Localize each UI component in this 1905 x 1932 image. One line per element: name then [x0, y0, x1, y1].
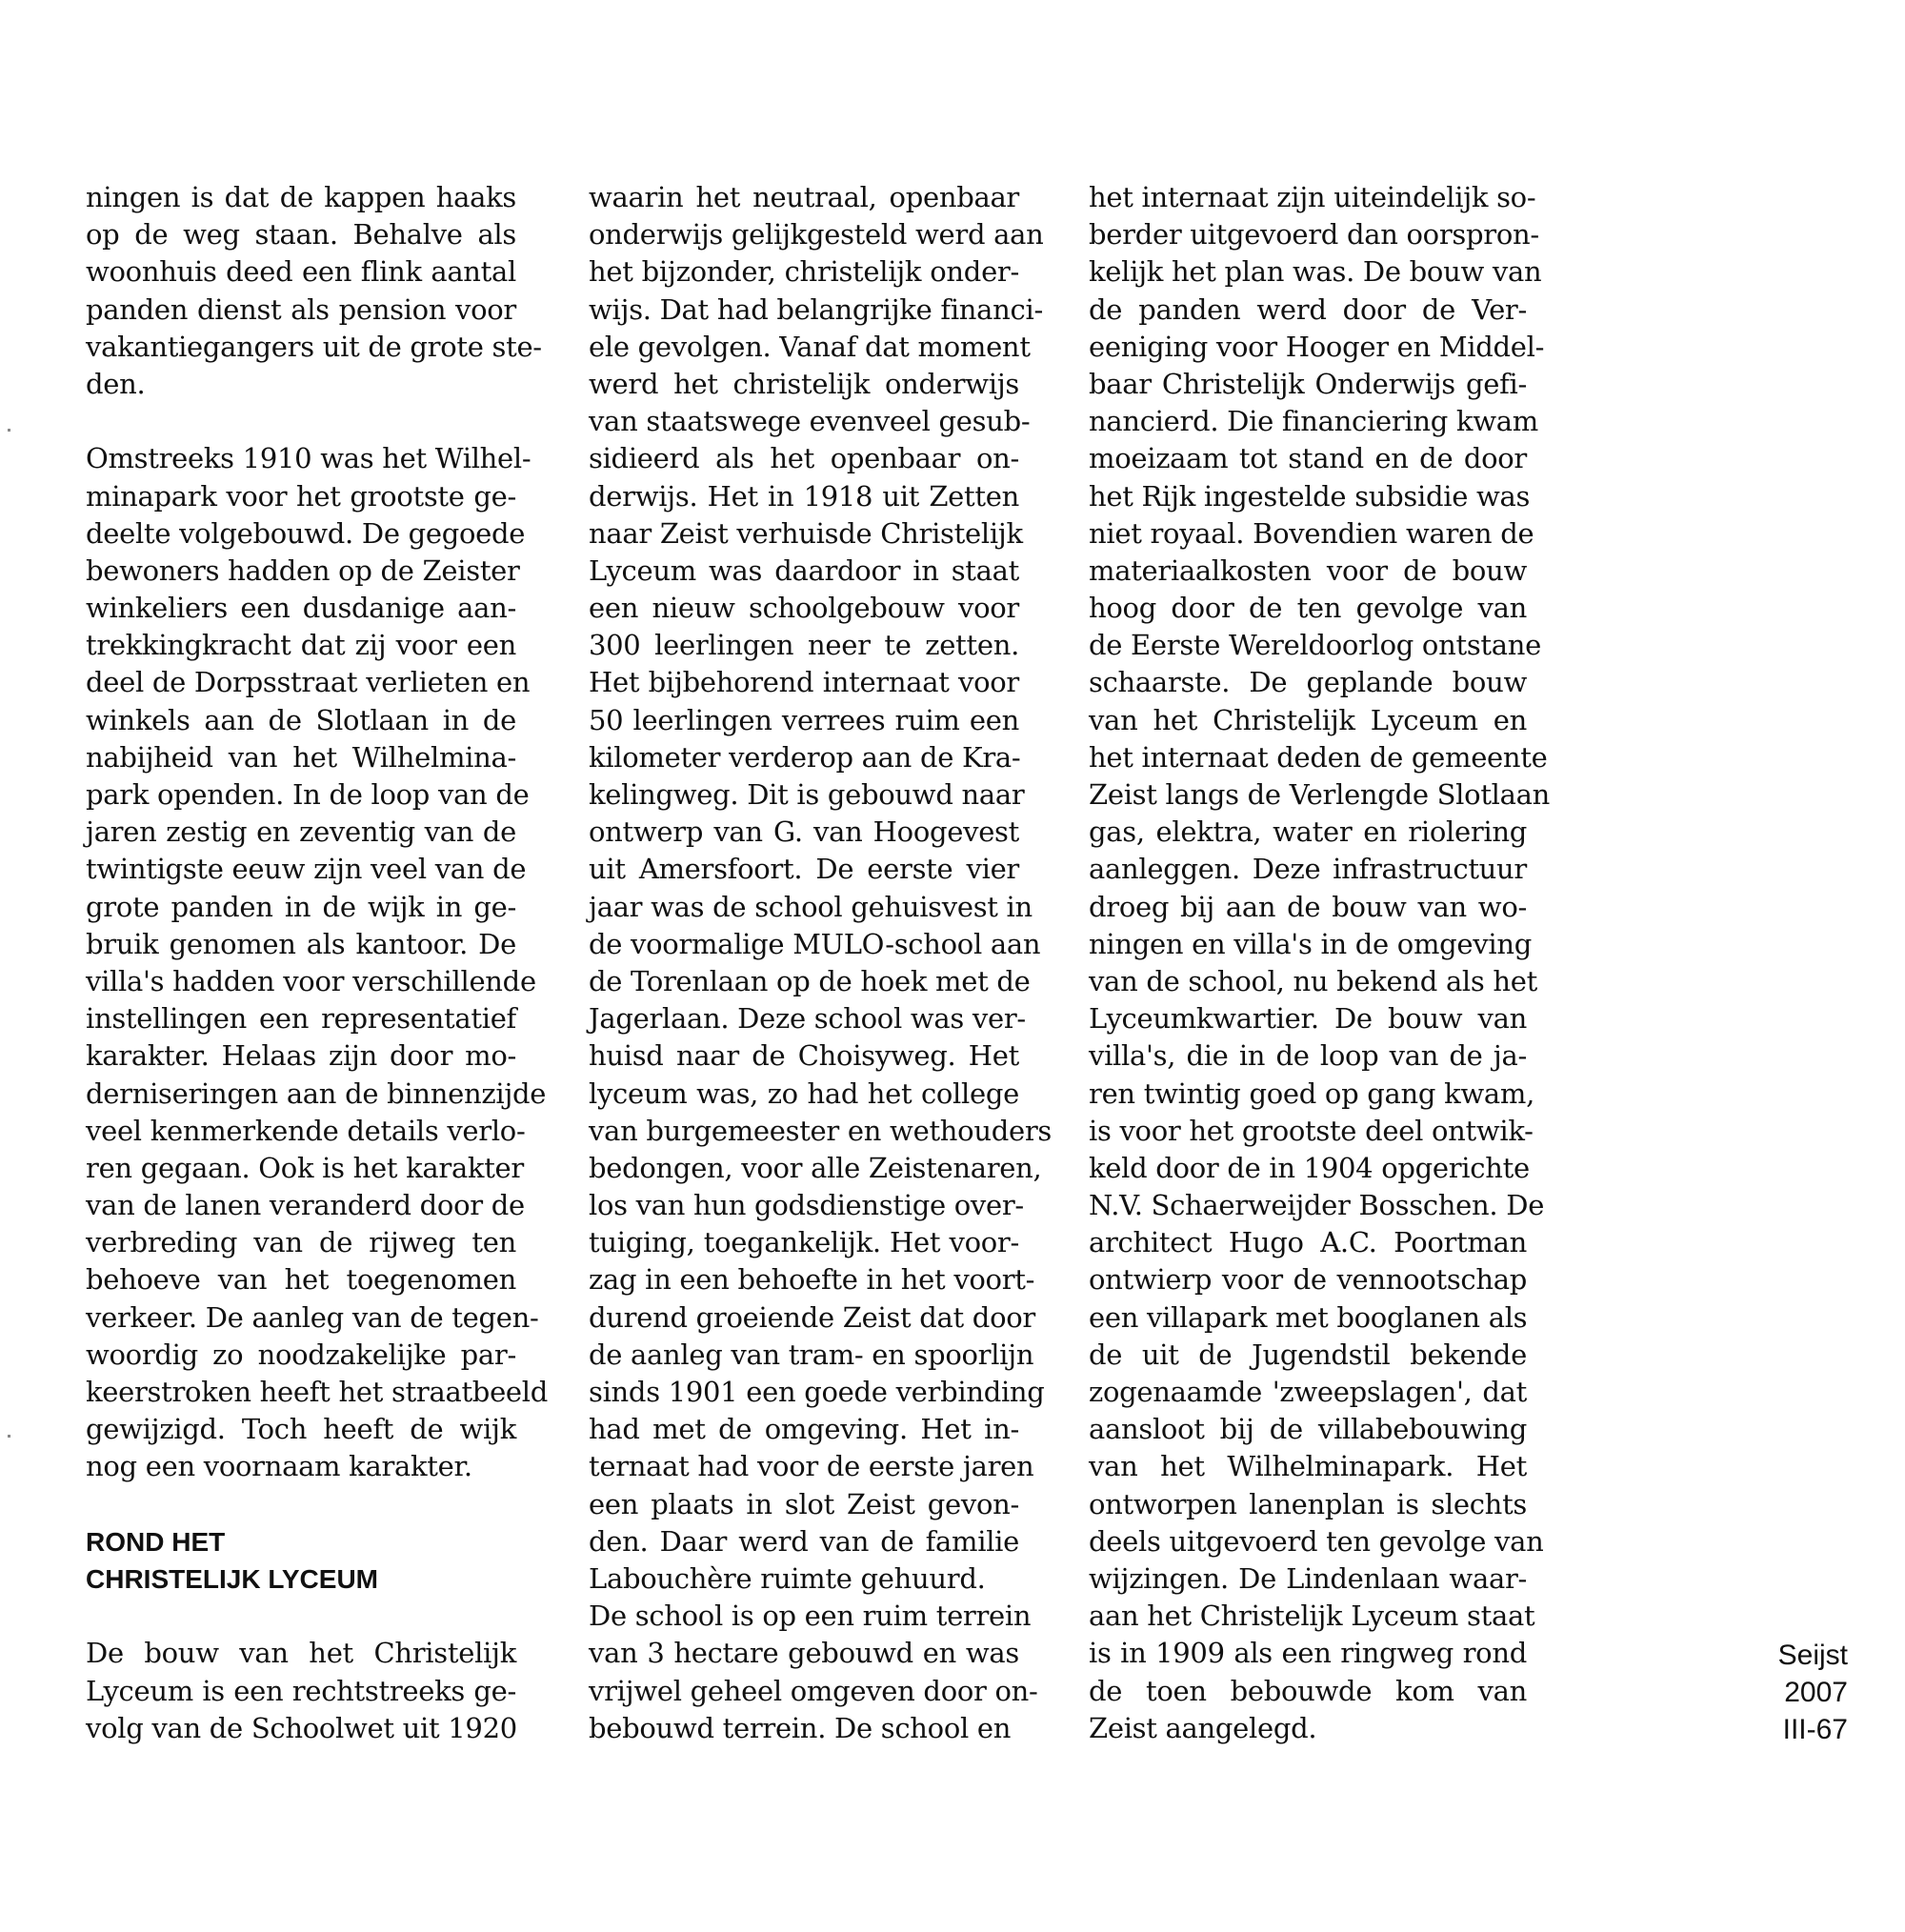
- text-column-3: [1089, 179, 1551, 1747]
- body-text-line: woonhuis deed een flink aantal: [86, 255, 516, 289]
- publication-year: 2007: [1784, 1677, 1848, 1708]
- body-text-line: schaarste. De geplande bouw: [1089, 666, 1527, 699]
- body-text-line: den.: [86, 367, 146, 400]
- body-text-line: niet royaal. Bovendien waren de: [1089, 516, 1534, 550]
- body-text-line: bruik genomen als kantoor. De: [86, 927, 516, 960]
- body-text-line: het Rijk ingestelde subsidie was: [1089, 479, 1531, 513]
- body-text-line: Jagerlaan. Deze school was ver-: [589, 1002, 1026, 1036]
- body-text-line: het internaat zijn uiteindelijk so-: [1089, 181, 1536, 213]
- body-text-line: vakantiegangers uit de grote ste-: [86, 330, 542, 363]
- body-text-line: van het Christelijk Lyceum en: [1089, 703, 1527, 736]
- body-text-line: wijzingen. De Lindenlaan waar-: [1089, 1561, 1527, 1595]
- body-text-line: huisd naar de Choisyweg. Het: [589, 1039, 1019, 1073]
- body-text-line: nog een voornaam karakter.: [86, 1450, 472, 1483]
- body-text-line: tuiging, toegankelijk. Het voor-: [589, 1226, 1019, 1259]
- body-text-line: sinds 1901 een goede verbinding: [589, 1376, 1045, 1408]
- body-text-line: panden dienst als pension voor: [86, 292, 516, 326]
- body-text-line: karakter. Helaas zijn door mo-: [86, 1039, 516, 1073]
- body-text-line: nabijheid van het Wilhelmina-: [86, 740, 516, 774]
- body-text-line: een nieuw schoolgebouw voor: [589, 592, 1019, 625]
- body-text-line: de aanleg van tram- en spoorlijn: [589, 1338, 1034, 1371]
- body-text-line: de uit de Jugendstil bekende: [1089, 1338, 1527, 1371]
- body-text-line: behoeve van het toegenomen: [86, 1263, 516, 1297]
- body-text-line: keld door de in 1904 opgerichte: [1089, 1151, 1530, 1184]
- body-text-line: winkeliers een dusdanige aan-: [86, 592, 516, 625]
- body-text-line: gas, elektra, water en riolering: [1089, 815, 1527, 849]
- body-text-line: gewijzigd. Toch heeft de wijk: [86, 1413, 516, 1446]
- body-text-line: baar Christelijk Onderwijs gefi-: [1089, 367, 1527, 400]
- section-heading-line: CHRISTELIJK LYCEUM: [86, 1563, 379, 1594]
- body-text-line: zogenaamde 'zweepslagen', dat: [1089, 1376, 1527, 1408]
- body-text-line: op de weg staan. Behalve als: [86, 218, 516, 252]
- body-text-line: de panden werd door de Ver-: [1089, 292, 1527, 326]
- body-text-line: materiaalkosten voor de bouw: [1089, 553, 1527, 587]
- margin-tick-mark: [8, 1435, 10, 1438]
- body-text-line: een plaats in slot Zeist gevon-: [589, 1487, 1019, 1520]
- body-text-line: ren twintig goed op gang kwam,: [1089, 1077, 1534, 1110]
- body-text-line: is in 1909 als een ringweg rond: [1089, 1637, 1527, 1670]
- body-text-line: keerstroken heeft het straatbeeld: [86, 1376, 549, 1408]
- body-text-line: ontwerp van G. van Hoogevest: [589, 815, 1019, 849]
- body-text-line: minapark voor het grootste ge-: [86, 479, 516, 513]
- body-text-line: waarin het neutraal, openbaar: [589, 181, 1019, 213]
- body-text-line: De bouw van het Christelijk: [86, 1637, 516, 1670]
- body-text-line: van burgemeester en wethouders: [589, 1114, 1052, 1147]
- text-column-2: [589, 179, 1052, 1747]
- body-text-line: werd het christelijk onderwijs: [589, 367, 1019, 400]
- paragraph-gap: [86, 1486, 516, 1523]
- page-number: III-67: [1782, 1714, 1848, 1745]
- body-text-line: 50 leerlingen verrees ruim een: [589, 703, 1019, 736]
- body-text-line: ontworpen lanenplan is slechts: [1089, 1487, 1527, 1520]
- body-text-line: hoog door de ten gevolge van: [1089, 592, 1527, 625]
- body-text-line: nancierd. Die financiering kwam: [1089, 405, 1538, 438]
- body-text-line: park openden. In de loop van de: [86, 778, 530, 811]
- body-text-line: sidieerd als het openbaar on-: [589, 442, 1019, 475]
- body-text-line: derniseringen aan de binnenzijde: [86, 1077, 547, 1110]
- body-text-line: Zeist langs de Verlengde Slotlaan: [1089, 778, 1551, 811]
- body-text-line: de toen bebouwde kom van: [1089, 1674, 1527, 1707]
- body-text-line: Lyceum was daardoor in staat: [589, 553, 1019, 587]
- body-text-line: de Eerste Wereldoorlog ontstane: [1089, 629, 1541, 662]
- body-text-line: het bijzonder, christelijk onder-: [589, 255, 1019, 289]
- body-text-line: van staatswege evenveel gesub-: [589, 405, 1031, 438]
- body-text-line: deelte volgebouwd. De gegoede: [86, 516, 526, 550]
- body-text-line: een villapark met booglanen als: [1089, 1300, 1528, 1334]
- publication-title: Seijst: [1777, 1640, 1848, 1671]
- body-text-line: deel de Dorpsstraat verlieten en: [86, 666, 531, 699]
- body-text-line: winkels aan de Slotlaan in de: [86, 703, 516, 736]
- text-column-1: [86, 179, 549, 1747]
- body-text-line: had met de omgeving. Het in-: [589, 1413, 1019, 1446]
- body-text-line: N.V. Schaerweijder Bosschen. De: [1089, 1189, 1545, 1222]
- body-text-line: aanleggen. Deze infrastructuur: [1089, 853, 1527, 886]
- body-text-line: ontwierp voor de vennootschap: [1089, 1263, 1527, 1297]
- body-text-line: bewoners hadden op de Zeister: [86, 553, 520, 587]
- body-text-line: jaar was de school gehuisvest in: [589, 890, 1033, 923]
- body-text-line: ele gevolgen. Vanaf dat moment: [589, 330, 1031, 363]
- body-text-line: de voormalige MULO-school aan: [589, 927, 1041, 960]
- body-text-line: wijs. Dat had belangrijke financi-: [589, 292, 1043, 326]
- body-text-line: uit Amersfoort. De eerste vier: [589, 853, 1019, 886]
- body-text-line: grote panden in de wijk in ge-: [86, 890, 516, 923]
- body-text-line: instellingen een representatief: [86, 1002, 516, 1036]
- body-text-line: onderwijs gelijkgesteld werd aan: [589, 218, 1044, 252]
- body-text-line: bebouwd terrein. De school en: [589, 1711, 1012, 1744]
- body-text-line: naar Zeist verhuisde Christelijk: [589, 516, 1023, 550]
- body-text-line: van de lanen veranderd door de: [86, 1189, 525, 1222]
- body-text-line: deels uitgevoerd ten gevolge van: [1089, 1524, 1544, 1558]
- body-text-line: droeg bij aan de bouw van wo-: [1089, 890, 1527, 923]
- body-text-line: kilometer verderop aan de Kra-: [589, 740, 1021, 774]
- body-text-line: jaren zestig en zeventig van de: [86, 815, 516, 849]
- body-text-line: De school is op een ruim terrein: [589, 1600, 1032, 1633]
- body-text-line: verkeer. De aanleg van de tegen-: [86, 1300, 539, 1334]
- body-text-line: villa's, die in de loop van de ja-: [1089, 1039, 1527, 1073]
- body-text-line: twintigste eeuw zijn veel van de: [86, 853, 527, 886]
- body-text-line: ternaat had voor de eerste jaren: [589, 1450, 1034, 1483]
- body-text-line: Lyceum is een rechtstreeks ge-: [86, 1674, 516, 1707]
- body-text-line: aan het Christelijk Lyceum staat: [1089, 1600, 1535, 1633]
- body-text-line: veel kenmerkende details verlo-: [86, 1114, 526, 1147]
- body-text-line: woordig zo noodzakelijke par-: [86, 1338, 516, 1371]
- body-text-line: Omstreeks 1910 was het Wilhel-: [86, 442, 531, 475]
- body-text-line: zag in een behoefte in het voort-: [589, 1263, 1035, 1297]
- body-text-line: Labouchère ruimte gehuurd.: [589, 1561, 986, 1595]
- body-text-line: de Torenlaan op de hoek met de: [589, 964, 1031, 997]
- body-text-line: villa's hadden voor verschillende: [86, 964, 536, 997]
- body-text-line: ningen en villa's in de omgeving: [1089, 927, 1532, 960]
- body-text-line: het internaat deden de gemeente: [1089, 740, 1548, 774]
- body-text-line: los van hun godsdienstige over-: [589, 1189, 1024, 1222]
- body-text-line: lyceum was, zo had het college: [589, 1077, 1019, 1110]
- paragraph-gap: [86, 1598, 516, 1635]
- body-text-line: architect Hugo A.C. Poortman: [1089, 1226, 1527, 1259]
- body-text-line: durend groeiende Zeist dat door: [589, 1300, 1035, 1334]
- body-text-line: berder uitgevoerd dan oorspron-: [1089, 218, 1539, 252]
- body-text-line: trekkingkracht dat zij voor een: [86, 629, 516, 662]
- body-text-line: van het Wilhelminapark. Het: [1089, 1450, 1527, 1483]
- page-marginalia: [1734, 1637, 1848, 1748]
- body-text-line: vrijwel geheel omgeven door on-: [589, 1674, 1038, 1707]
- body-text-line: verbreding van de rijweg ten: [86, 1226, 516, 1259]
- body-text-line: Zeist aangelegd.: [1089, 1711, 1317, 1744]
- body-text-line: Lyceumkwartier. De bouw van: [1089, 1002, 1527, 1036]
- body-text-line: ren gegaan. Ook is het karakter: [86, 1151, 524, 1184]
- body-text-line: volg van de Schoolwet uit 1920: [86, 1711, 517, 1744]
- body-text-line: Het bijbehorend internaat voor: [589, 666, 1019, 699]
- body-text-line: derwijs. Het in 1918 uit Zetten: [589, 479, 1019, 513]
- section-heading-line: ROND HET: [86, 1526, 226, 1557]
- body-text-line: van 3 hectare gebouwd en was: [589, 1637, 1019, 1670]
- body-text-line: den. Daar werd van de familie: [589, 1524, 1019, 1558]
- body-text-line: kelijk het plan was. De bouw van: [1089, 255, 1542, 289]
- margin-tick-mark: [8, 429, 10, 432]
- body-text-line: ningen is dat de kappen haaks: [86, 181, 516, 213]
- body-text-line: moeizaam tot stand en de door: [1089, 442, 1527, 475]
- body-text-line: kelingweg. Dit is gebouwd naar: [589, 778, 1025, 811]
- body-text-line: bedongen, voor alle Zeistenaren,: [589, 1151, 1042, 1184]
- body-text-line: van de school, nu bekend als het: [1089, 964, 1537, 997]
- body-text-line: 300 leerlingen neer te zetten.: [589, 629, 1019, 662]
- paragraph-gap: [86, 403, 516, 440]
- body-text-line: eeniging voor Hooger en Middel-: [1089, 330, 1545, 363]
- body-text-line: is voor het grootste deel ontwik-: [1089, 1114, 1534, 1147]
- body-text-line: aansloot bij de villabebouwing: [1089, 1413, 1527, 1446]
